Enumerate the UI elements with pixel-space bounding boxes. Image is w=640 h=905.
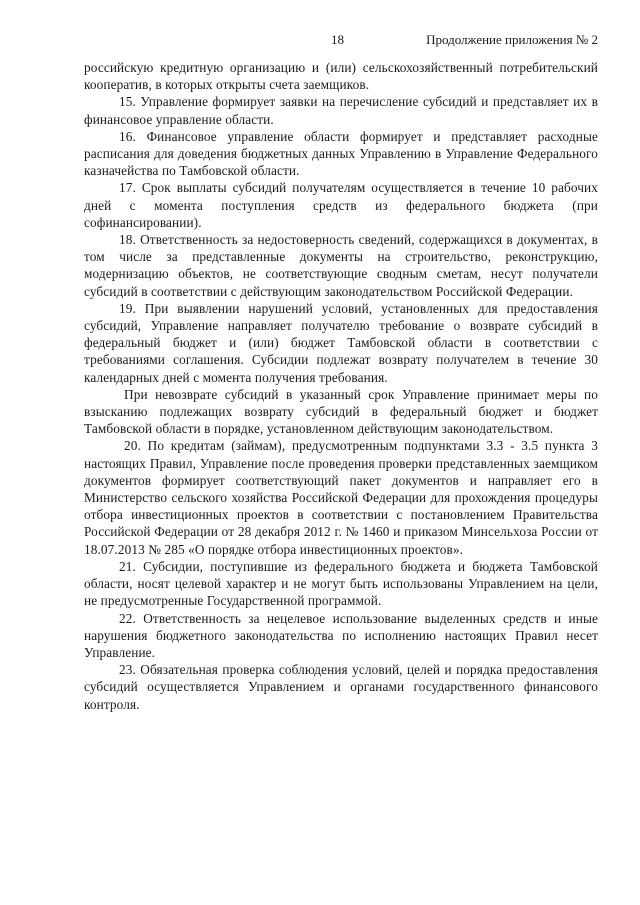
paragraph-19-continuation: При невозврате субсидий в указанный срок Управление принимает меры по взысканию подлежащих возврату субсидий в федеральный бюджет и бюджет Тамбовской области в порядке, установленном действующим законодательством. bbox=[84, 386, 598, 437]
document-body bbox=[84, 59, 598, 713]
appendix-continuation-note: Продолжение приложения № 2 bbox=[426, 32, 598, 47]
paragraph-23: 23. Обязательная проверка соблюдения условий, целей и порядка предоставления субсидий осуществляется Управлением и органами государственного финансового контроля. bbox=[84, 662, 598, 712]
paragraph-16: 16. Финансовое управление области формирует и представляет расходные расписания для доведения бюджетных данных Управлению в Управление Федерального казначейства по Тамбовской области. bbox=[84, 128, 598, 179]
paragraph-17: 17. Срок выплаты субсидий получателям осуществляется в течение 10 рабочих дней с момента поступления средств из федерального бюджета (при софинансировании). bbox=[84, 180, 598, 230]
page-number: 18 bbox=[331, 32, 344, 47]
paragraph-20: 20. По кредитам (займам), предусмотренным подпунктами 3.3 - 3.5 пункта 3 настоящих Правил, Управление после проведения проверки представленных заемщиком документов формирует соответствующий пакет документов и направляет его в Министерство сельского хозяйства Российской Федерации для прохождения процедуры отбора инвестиционных проектов в соответствии с постановлением Правительства Российской Федерации от 28 декабря 2012 г. № 1460 и приказом Минсельхоза России от 18.07.2013 № 285 «О порядке отбора инвестиционных проектов». bbox=[84, 438, 598, 557]
paragraph-14-continuation: российскую кредитную организацию и (или) сельскохозяйственный потребительский кооператив, в которых открыты счета заемщиков. bbox=[84, 60, 598, 93]
paragraph-19: 19. При выявлении нарушений условий, установленных для предоставления субсидий, Управление направляет получателю требование о возврате субсидий в федеральный бюджет и (или) бюджет Тамбовской области в соответствии с требованиями соглашения. Субсидии подлежат возврату получателем в течение 30 календарных дней с момента получения требования. bbox=[84, 300, 598, 385]
paragraph-22: 22. Ответственность за нецелевое использование выделенных средств и иные нарушения бюджетного законодательства по исполнению настоящих Правил несет Управление. bbox=[84, 610, 598, 660]
paragraph-21: 21. Субсидии, поступившие из федерального бюджета и бюджета Тамбовской области, носят целевой характер и не могут быть использованы Управлением на цели, не предусмотренные Государственной программой. bbox=[84, 558, 598, 609]
paragraph-15: 15. Управление формирует заявки на перечисление субсидий и представляет их в финансовое управление области. bbox=[84, 94, 598, 127]
page-header bbox=[0, 32, 640, 52]
paragraph-18: 18. Ответственность за недостоверность сведений, содержащихся в документах, в том числе за представленные документы на строительство, реконструкцию, модернизацию объектов, не соответствующие сводным сметам, несут получатели субсидий в соответствии с действующим законодательством Российской Федерации. bbox=[84, 232, 598, 299]
